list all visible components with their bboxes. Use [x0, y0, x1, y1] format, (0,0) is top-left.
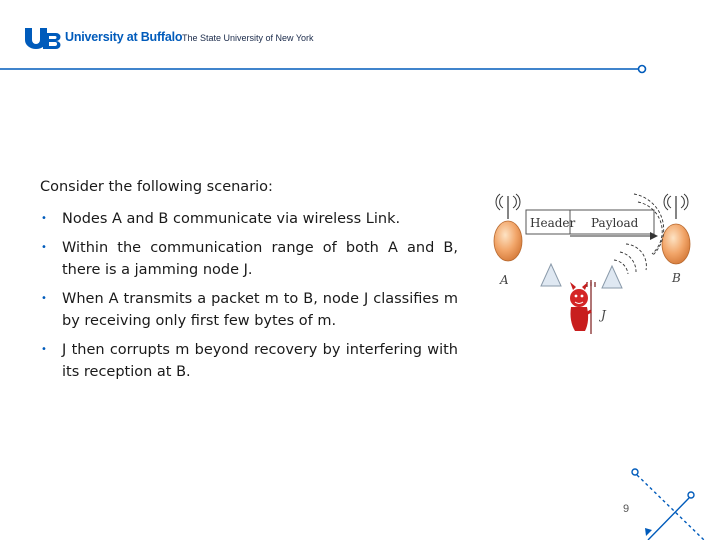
antenna-icon: [496, 194, 520, 219]
ub-logo-icon: [24, 27, 64, 49]
page-number: 9: [622, 503, 630, 515]
bullet-dot-icon: •: [41, 242, 47, 253]
node-b-icon: [662, 224, 690, 264]
antenna-icon: [664, 194, 688, 219]
university-subtitle: The State University of New York: [182, 33, 314, 43]
header-rule: [0, 62, 720, 76]
bullet-item: [40, 237, 458, 281]
node-b-label: B: [672, 271, 681, 285]
devil-jammer-icon: [570, 280, 595, 334]
bullet-list: [40, 208, 458, 383]
node-a-icon: [494, 221, 522, 261]
relay-node-icon: [602, 266, 622, 288]
bullet-dot-icon: •: [41, 293, 47, 304]
node-a-label: A: [500, 273, 509, 287]
bullet-item: [40, 339, 458, 383]
packet-payload-label: Payload: [591, 216, 639, 230]
university-name: University at Buffalo: [65, 30, 183, 44]
bullet-item: [40, 288, 458, 332]
corner-decoration: [600, 460, 720, 540]
bullet-text: Nodes A and B communicate via wireless Link.: [62, 211, 401, 227]
slide-header: [0, 0, 720, 80]
relay-node-icon: [541, 264, 561, 286]
jammer-label: J: [601, 308, 606, 322]
jamming-scenario-figure: [486, 186, 696, 346]
bullet-text: Within the communication range of both A and B, there is a jamming node J.: [62, 240, 458, 278]
bullet-item: [40, 208, 458, 230]
bullet-text: J then corrupts m beyond recovery by interfering with its reception at B.: [62, 342, 458, 380]
bullet-dot-icon: •: [41, 213, 47, 224]
packet-header-label: Header: [530, 216, 576, 230]
slide-body: [40, 176, 458, 390]
bullet-text: When A transmits a packet m to B, node J classifies m by receiving only first few bytes of m.: [62, 291, 458, 329]
bullet-dot-icon: •: [41, 344, 47, 355]
intro-text: Consider the following scenario:: [40, 179, 273, 195]
